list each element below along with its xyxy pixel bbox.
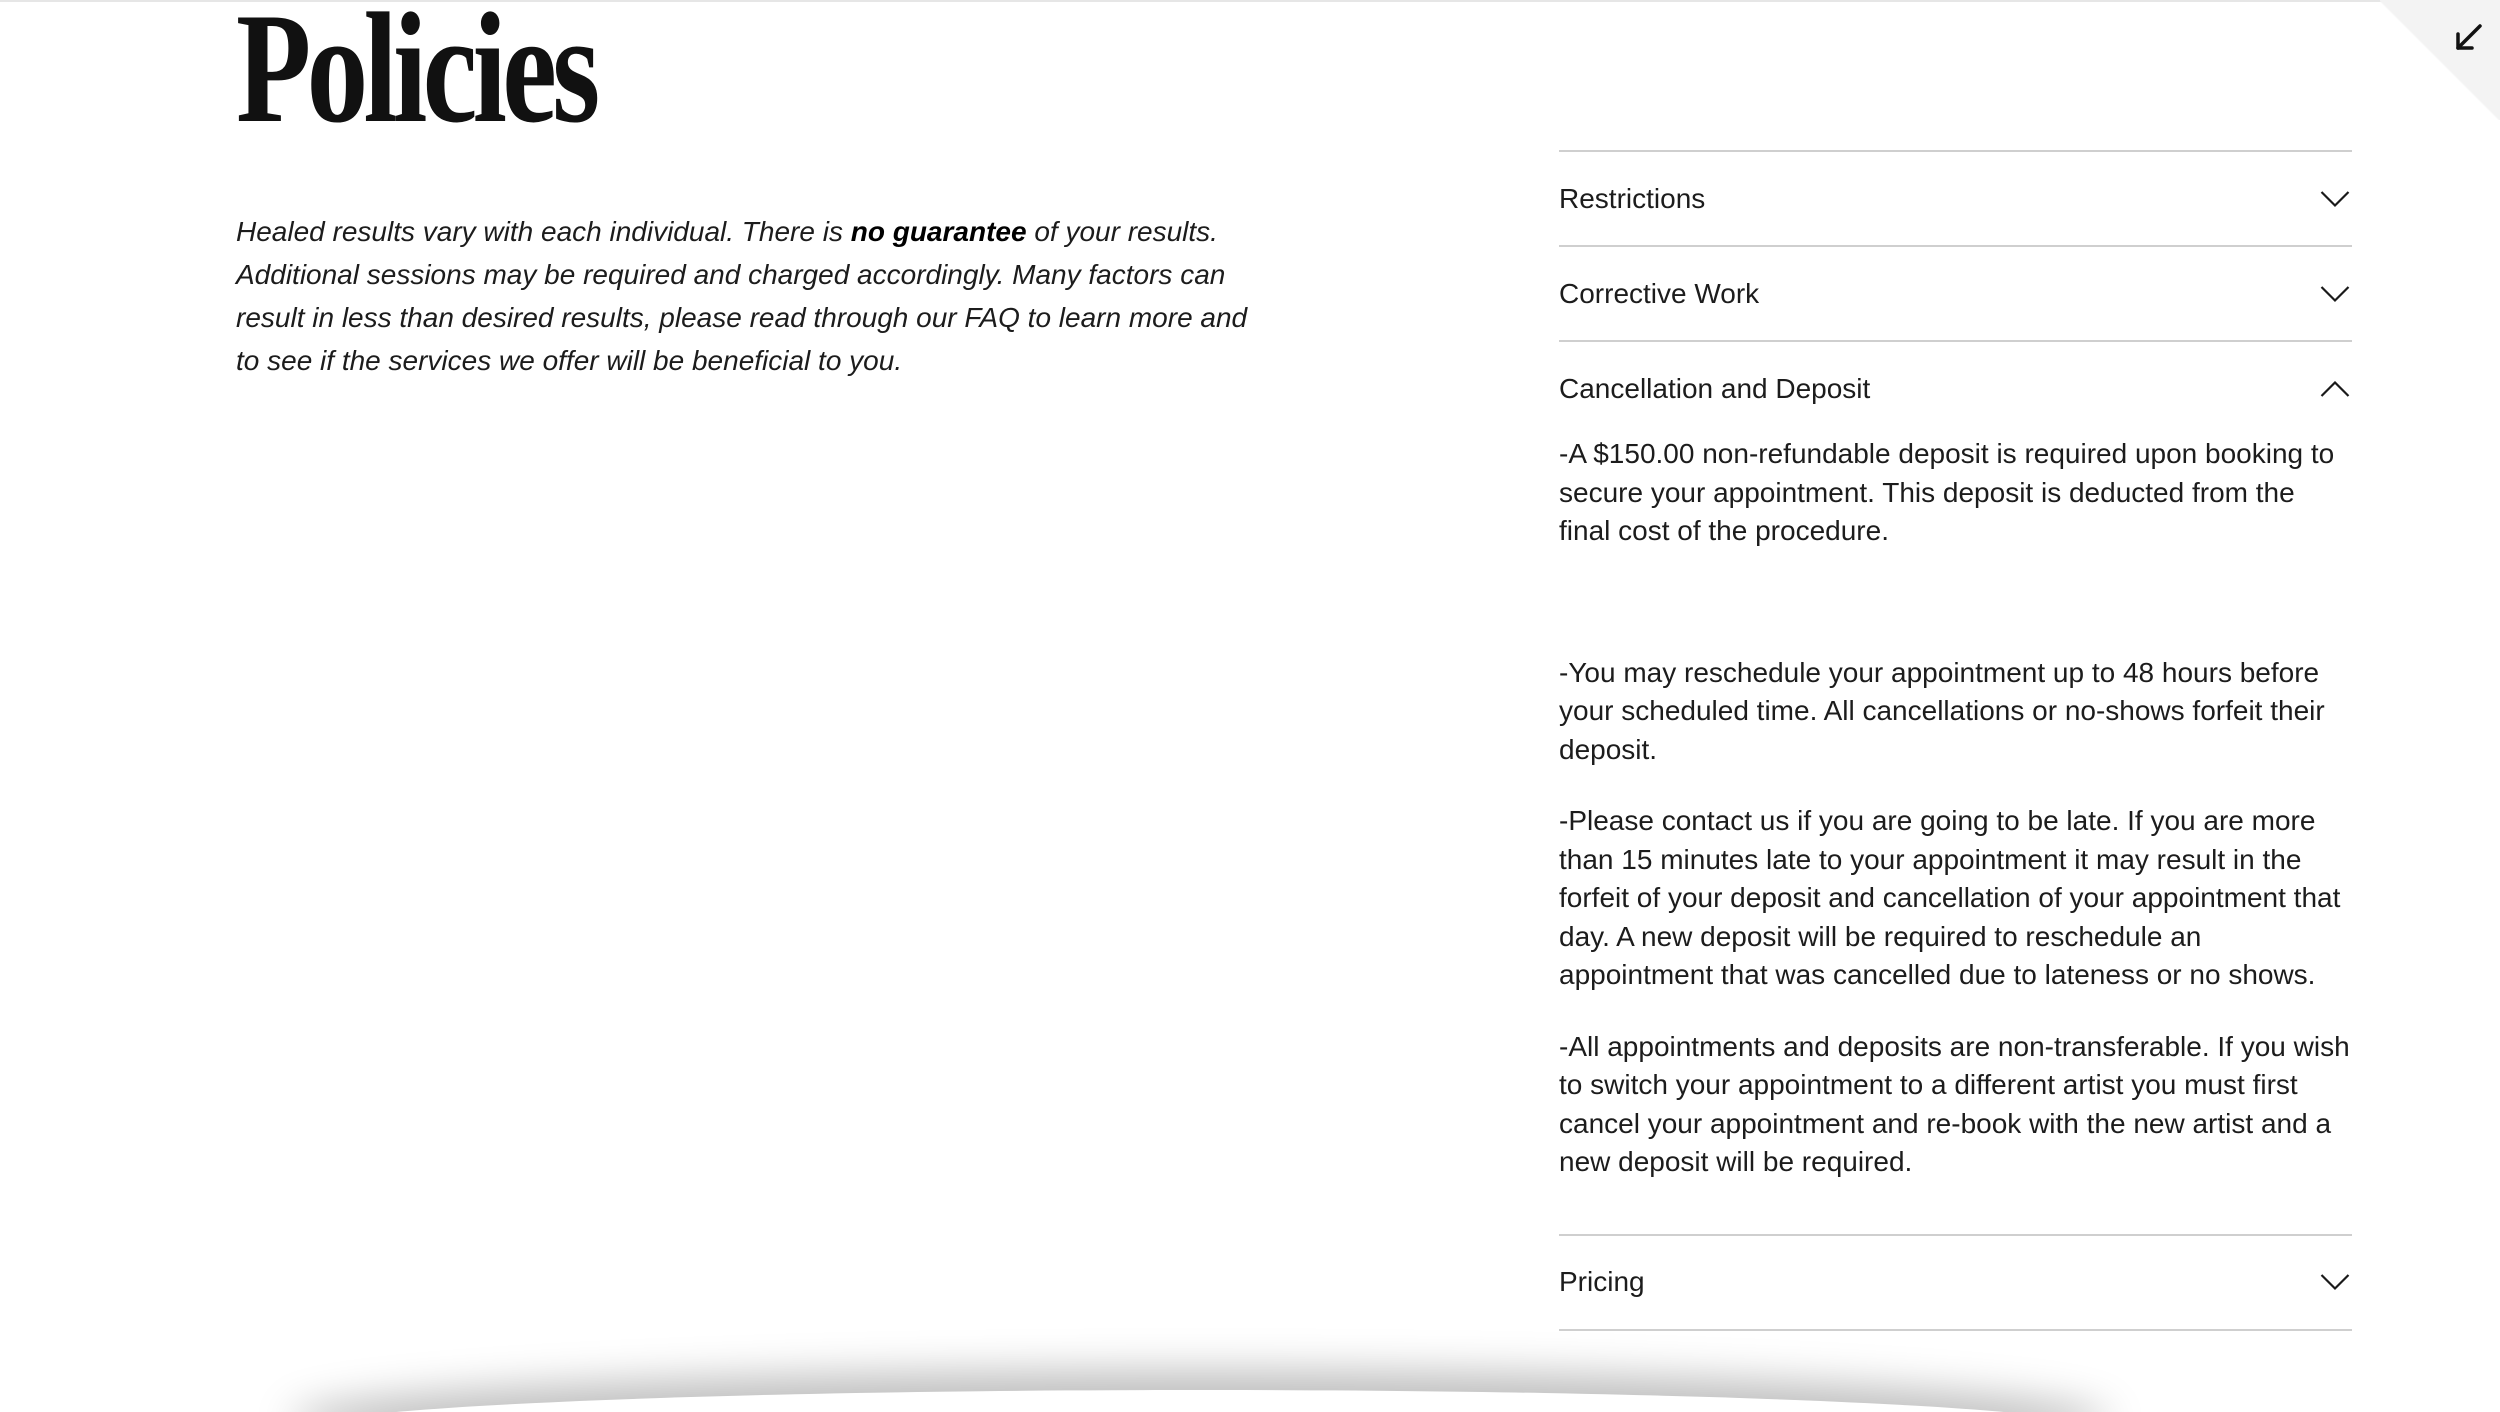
- accordion-title: Corrective Work: [1559, 277, 1760, 309]
- page-title: Policies: [236, 0, 596, 156]
- chevron-down-icon: [2320, 1273, 2350, 1291]
- policies-accordion: [1559, 150, 2352, 1331]
- collapse-arrow-icon: [2444, 14, 2492, 62]
- accordion-panel-cancellation-deposit: [1559, 435, 2352, 1234]
- chevron-down-icon: [2320, 285, 2350, 303]
- intro-paragraph: [236, 210, 1256, 382]
- chevron-up-icon: [2320, 380, 2350, 398]
- accordion-title: Restrictions: [1559, 182, 1706, 214]
- accordion-header-restrictions[interactable]: [1559, 152, 2352, 245]
- chevron-down-icon: [2320, 190, 2350, 208]
- accordion-header-corrective-work[interactable]: [1559, 247, 2352, 340]
- policy-paragraph-lateness: -Please contact us if you are going to be late. If you are more than 15 minutes late to your appointment it may result in the forfeit of your deposit and cancellation of your appointment that day. A new deposit will be required to reschedule an appointment that was cancelled due to lateness or no shows.: [1559, 805, 2341, 990]
- intro-text-start: Healed results vary with each individual. There is: [236, 216, 851, 247]
- bottom-drawer-shadow: [300, 1390, 2100, 1412]
- accordion-item-cancellation-deposit: [1559, 340, 2352, 1234]
- accordion-title: Pricing: [1559, 1266, 1645, 1297]
- accordion-title: Cancellation and Deposit: [1559, 372, 1871, 404]
- policy-paragraph-deposit: -A $150.00 non-refundable deposit is required upon booking to secure your appointment. This deposit is deducted from the final cost of the procedure.: [1559, 438, 2335, 546]
- collapse-button[interactable]: [2444, 14, 2492, 62]
- accordion-header-cancellation-deposit[interactable]: [1559, 342, 2352, 435]
- policy-paragraph-reschedule: -You may reschedule your appointment up to 48 hours before your scheduled time. All cancellations or no-shows forfeit their deposit.: [1559, 656, 2325, 765]
- intro-text-end: of your results. Additional sessions may be required and charged accordingly. Many factors can result in less than desired results, please read through our FAQ to learn more and to see if the services we offer will be beneficial to you.: [236, 216, 1248, 376]
- intro-bold-text: no guarantee: [850, 216, 1027, 247]
- accordion-item-corrective-work: [1559, 245, 2352, 340]
- corner-fold: [2380, 0, 2500, 120]
- accordion-item-pricing: [1559, 1234, 2352, 1331]
- accordion-header-pricing[interactable]: [1559, 1236, 2352, 1329]
- accordion-item-restrictions: [1559, 150, 2352, 245]
- policy-paragraph-transfer: -All appointments and deposits are non-transferable. If you wish to switch your appointment to a different artist you must first cancel your appointment and re-book with the new artist and a new deposit will be required.: [1559, 1030, 2350, 1177]
